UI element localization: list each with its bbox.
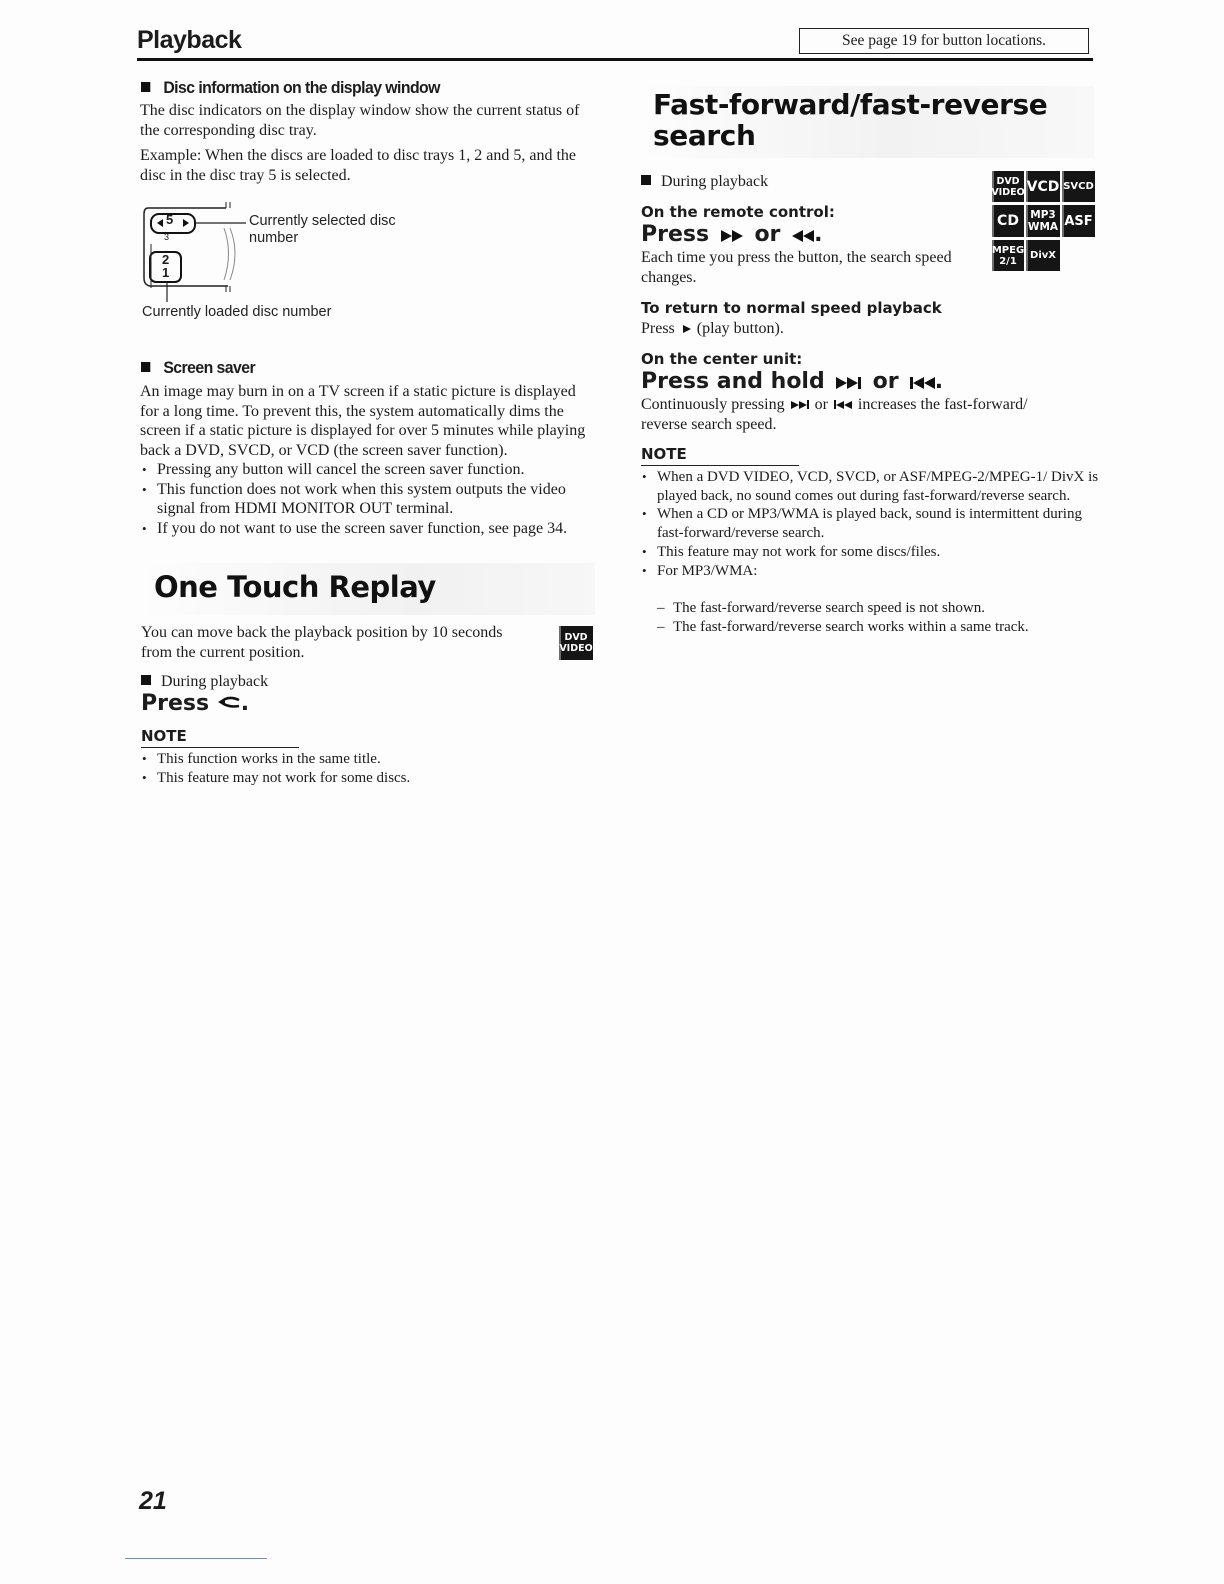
one-touch-note-heading: NOTE [141, 727, 299, 748]
search-title-line1: Fast-forward/fast-reverse [653, 88, 1048, 121]
desc-text: increases the fast-forward/ [857, 396, 1028, 413]
desc-text: reverse search speed. [641, 415, 777, 433]
list-item: – The fast-forward/reverse search speed is not shown. [657, 599, 1097, 618]
list-item: • This function works in the same title. [141, 750, 596, 769]
square-bullet-icon [641, 175, 651, 185]
badge-line: DVD [996, 175, 1020, 187]
search-subnotes [657, 599, 1097, 636]
screen-saver-heading-text: Screen saver [163, 358, 256, 377]
or-text: or [814, 396, 828, 413]
normal-speed-desc: (play button). [696, 320, 784, 337]
press-label: Press [641, 222, 710, 247]
dvd-video-badge [559, 626, 593, 660]
disc-info-heading-text: Disc information on the display window [163, 78, 440, 97]
square-bullet-icon [141, 362, 150, 372]
square-bullet-icon [141, 82, 150, 92]
disc-info-para2: Example: When the discs are loaded to disc trays 1, 2 and 5, and the disc in the disc tray 5 is selected. [140, 147, 577, 184]
remote-press-desc: Each time you press the button, the search speed changes. [641, 249, 952, 286]
fast-forward-icon [721, 222, 743, 247]
press-label: Press and hold [641, 369, 825, 394]
or-text: or [872, 369, 899, 394]
normal-speed-instruction [641, 319, 784, 339]
disc-info-para1: The disc indicators on the display window show the current status of the corresponding disc tray. [140, 102, 580, 139]
play-icon [683, 325, 691, 333]
dvd-video-badge [992, 171, 1024, 202]
square-bullet-icon [141, 675, 151, 685]
desc-text: Continuously pressing [641, 396, 785, 413]
disc-2-indicator: 2 [162, 252, 170, 267]
remote-control-label: On the remote control: [641, 203, 835, 221]
svcd-badge: SVCD [1062, 171, 1095, 202]
search-note-heading: NOTE [641, 445, 799, 466]
disc-info-heading [141, 78, 440, 98]
one-touch-para: You can move back the playback position by 10 seconds from the current position. [141, 624, 503, 661]
search-title [653, 89, 1047, 151]
press-end: . [814, 222, 823, 247]
replay-arrow-icon [217, 696, 241, 710]
list-item: • Pressing any button will cancel the screen saver function. [141, 460, 596, 480]
condition-text: During playback [161, 673, 269, 690]
press-end: . [240, 691, 250, 716]
search-title-line2: search [653, 119, 756, 152]
screen-saver-bullets [141, 460, 596, 538]
skip-forward-icon [836, 369, 861, 394]
one-touch-title: One Touch Replay [154, 570, 436, 604]
selected-disc-label-line2: number [249, 230, 299, 246]
one-touch-condition [141, 672, 268, 692]
press-label: Press [141, 691, 210, 716]
skip-back-icon [910, 369, 935, 394]
badge-line: MPEG [991, 244, 1025, 256]
list-item: • When a CD or MP3/WMA is played back, sound is intermittent during fast-forward/reverse search. [641, 505, 1099, 542]
section-title: Playback [137, 26, 242, 54]
or-text: or [754, 222, 781, 247]
press-end: . [934, 369, 944, 394]
disc-5-indicator: 5 [166, 212, 174, 227]
screen-saver-heading [141, 358, 255, 378]
center-press-desc [641, 395, 1096, 434]
condition-text: During playback [661, 173, 769, 190]
mpeg-badge [992, 240, 1024, 271]
fast-reverse-icon [792, 222, 814, 247]
list-item: • For MP3/WMA: [641, 562, 1099, 581]
vcd-badge: VCD [1026, 171, 1060, 202]
page-reference-box: See page 19 for button locations. [799, 28, 1089, 54]
selected-disc-label-line1: Currently selected disc [249, 213, 396, 229]
skip-back-icon [834, 396, 852, 413]
badge-line: VIDEO [991, 186, 1025, 198]
list-item: • This feature may not work for some discs/files. [641, 543, 1099, 562]
badge-line: DVD [564, 632, 588, 643]
disc-3-indicator: 3 [164, 232, 170, 242]
header-rule [137, 58, 1093, 61]
page-number: 21 [139, 1487, 167, 1515]
badge-line: VIDEO [559, 643, 593, 654]
list-item: • This function does not work when this system outputs the video signal from HDMI MONITOR OUT terminal. [141, 480, 596, 519]
press-label: Press [641, 320, 675, 337]
one-touch-notes [141, 750, 596, 787]
center-press-instruction [641, 369, 943, 394]
loaded-disc-label: Currently loaded disc number [142, 304, 332, 320]
divx-badge: DivX [1026, 240, 1060, 271]
search-condition [641, 172, 768, 192]
list-item: – The fast-forward/reverse search works within a same track. [657, 618, 1097, 637]
cd-badge: CD [992, 205, 1024, 237]
asf-badge: ASF [1062, 205, 1095, 237]
disc-1-indicator: 1 [162, 265, 170, 280]
normal-speed-label: To return to normal speed playback [641, 299, 942, 317]
center-unit-label: On the center unit: [641, 350, 803, 368]
badge-line: WMA [1027, 221, 1059, 233]
list-item: • If you do not want to use the screen saver function, see page 34. [141, 519, 596, 539]
list-item: • This feature may not work for some discs. [141, 769, 596, 788]
badge-line: MP3 [1030, 209, 1056, 221]
badge-line: 2/1 [999, 255, 1017, 267]
list-item: • When a DVD VIDEO, VCD, SVCD, or ASF/MPEG-2/MPEG-1/ DivX is played back, no sound comes out during fast-forward/reverse search. [641, 468, 1099, 505]
one-touch-press-instruction [141, 691, 249, 716]
search-notes [641, 468, 1099, 580]
footer-rule [125, 1558, 267, 1559]
skip-forward-icon [791, 396, 809, 413]
remote-press-instruction [641, 222, 822, 247]
screen-saver-para: An image may burn in on a TV screen if a static picture is displayed for a long time. To prevent this, the system automatically dims the screen if a static picture is displayed for over 5 minutes while playing back a DVD, SVCD, or VCD (the screen saver function). [140, 383, 586, 459]
mp3-wma-badge [1026, 205, 1060, 237]
disc-display-diagram [140, 198, 440, 308]
selected-disc-label [249, 213, 396, 247]
